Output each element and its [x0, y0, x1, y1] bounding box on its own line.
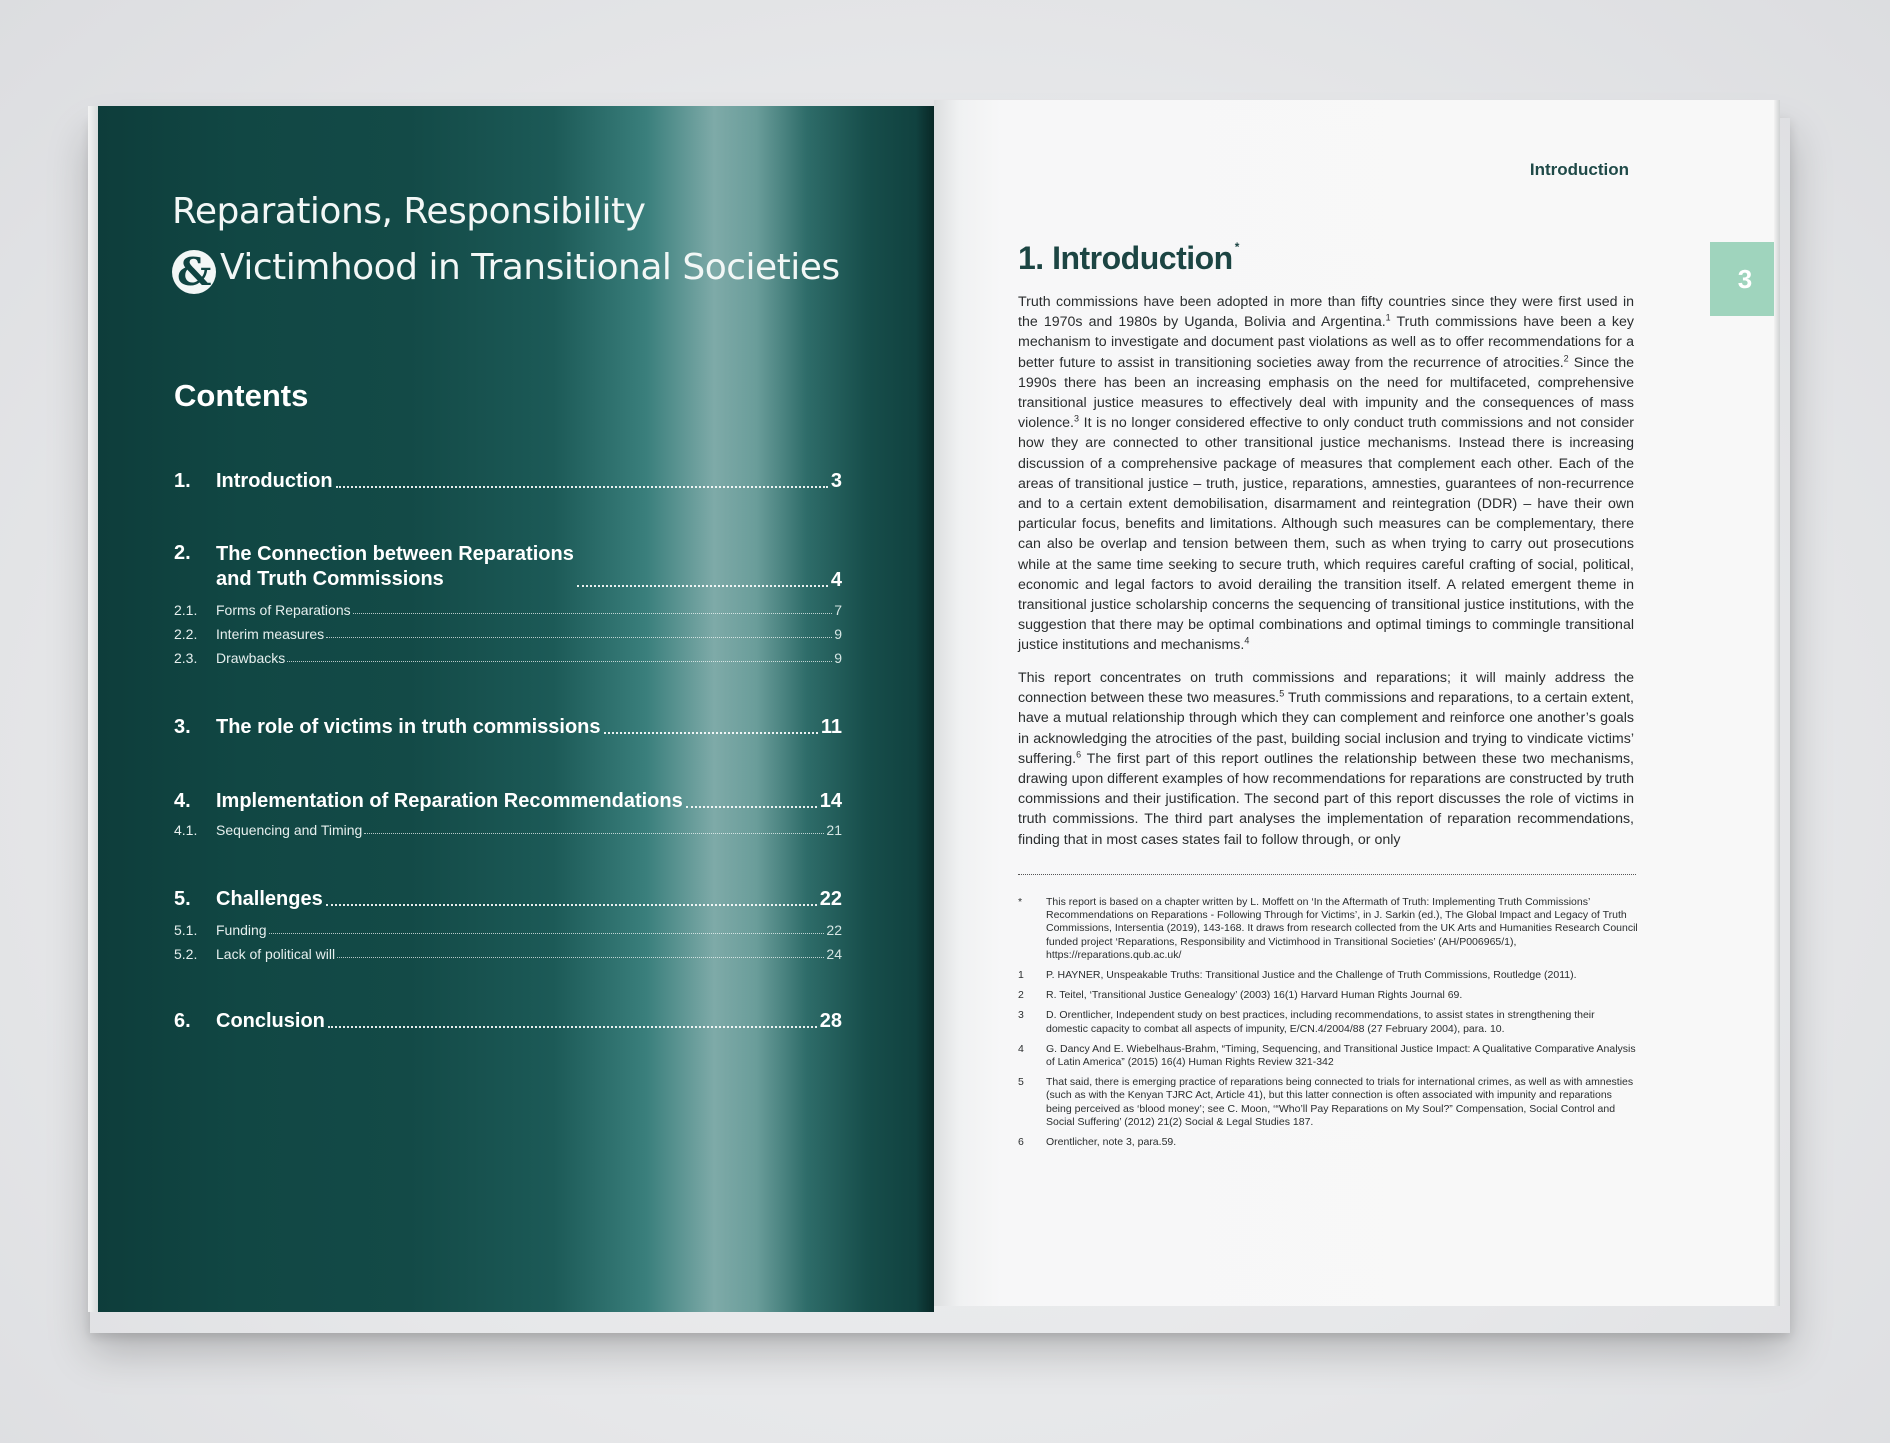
toc-entry-implementation[interactable] [174, 790, 842, 813]
footnote-ref[interactable]: 2 [1563, 352, 1569, 363]
footnote-mark: * [1018, 896, 1023, 908]
toc-entry-connection[interactable] [174, 542, 842, 592]
toc-subentry-funding[interactable] [174, 922, 842, 938]
footnote-ref[interactable]: 4 [1244, 635, 1250, 646]
footnotes [1018, 896, 1638, 1156]
text-run: Since the 1990s there has been an increasing emphasis on the need for multifaceted, comprehensive transitional justice measures to effectively deal with impunity and the consequences of mass violence. [1018, 354, 1634, 432]
footnote-text: D. Orentlicher, Independent study on best practices, including recommendations, to assist states in strengthening their domestic capacity to combat all aspects of impunity, E/CN.4/2004/88 (27 February 2004), para. 10. [1046, 1009, 1595, 1035]
introduction-page [934, 100, 1780, 1306]
footnote-text: P. HAYNER, Unspeakable Truths: Transitional Justice and the Challenge of Truth Commissions, Routledge (2011). [1046, 969, 1577, 982]
text-run: The first part of this report outlines the relationship between these two mechanisms, drawing upon different examples of how recommendations for reparations are constructed by truth commissions and their justification. The second part of this report discusses the role of victims in truth commissions. The third part analyses the implementation of reparation recommendations, finding that in most cases states fail to follow through, or only [1018, 750, 1634, 848]
spine-shadow [916, 106, 934, 1312]
toc-title: Funding [216, 922, 267, 938]
toc-page: 9 [834, 650, 842, 666]
toc-number: 5.2. [174, 946, 198, 962]
toc-leader [337, 957, 824, 958]
footnote-ref[interactable]: 6 [1076, 749, 1082, 760]
toc-entry-challenges[interactable] [174, 888, 842, 911]
toc-title-line-2: and Truth Commissions [216, 568, 444, 590]
section-title [1018, 240, 1239, 277]
toc-leader [326, 637, 832, 638]
toc-title: Implementation of Reparation Recommendations [216, 790, 683, 812]
toc-number: 4.1. [174, 822, 198, 838]
footnote-text: G. Dancy And E. Wiebelhaus-Brahm, “Timing, Sequencing, and Transitional Justice Impact: A Qualitative Comparative Analysis of Latin America” (2015) 16(4) Human Rights Review 321-342 [1046, 1042, 1636, 1069]
toc-leader [328, 1026, 817, 1028]
footnote [1018, 1009, 1638, 1035]
toc-title: Drawbacks [216, 650, 286, 666]
toc-title [216, 542, 574, 592]
footnote [1018, 1136, 1638, 1149]
toc-page: 11 [820, 716, 842, 738]
toc-leader [269, 933, 825, 934]
contents-page [88, 106, 934, 1312]
toc-subentry-interim[interactable] [174, 626, 842, 642]
contents-heading: Contents [174, 378, 309, 413]
footnote [1018, 969, 1638, 982]
toc-leader [686, 806, 817, 808]
toc-page: 9 [834, 626, 842, 642]
toc-leader [353, 613, 833, 614]
page-edge [88, 106, 98, 1312]
toc-page: 22 [826, 922, 842, 938]
footnote [1018, 989, 1638, 1002]
footnote-mark: 4 [1018, 1042, 1024, 1055]
toc-number: 1. [174, 470, 191, 492]
text-run: Truth commissions and reparations, to a certain extent, have a mutual relationship through which they can complement and reinforce one another’s goals in acknowledging the atrocities of the past, building social inclusion and trying to vindicate victims’ suffering. [1018, 690, 1634, 767]
toc-entry-conclusion[interactable] [174, 1010, 842, 1033]
toc-title: Conclusion [216, 1010, 325, 1032]
footnote [1018, 1043, 1638, 1069]
toc-leader [326, 904, 817, 906]
toc-page: 4 [830, 569, 842, 591]
toc-number: 4. [174, 790, 191, 812]
toc-entry-introduction[interactable] [174, 470, 842, 493]
toc-title: Lack of political will [216, 946, 336, 962]
toc-entry-role-of-victims[interactable] [174, 716, 842, 739]
page-edge [1774, 100, 1780, 1306]
footnote-mark: 5 [1018, 1076, 1024, 1089]
footnote-mark: 2 [1018, 989, 1024, 1002]
toc-page: 21 [826, 822, 842, 838]
toc-leader [336, 486, 828, 488]
report-title-line-1: Reparations, Responsibility [172, 191, 646, 232]
toc-title: Forms of Reparations [216, 602, 351, 618]
toc-page: 14 [819, 790, 842, 812]
toc-subentry-drawbacks[interactable] [174, 650, 842, 666]
text-run: It is no longer considered effective to only conduct truth commissions and not consider how they are connected to other transitional justice mechanisms. Instead there is increasing discussion of a comprehensive package of measures that complement each other. Each of the areas of transitional justice – truth, justice, reparations, amnesties, guarantees of non-recurrence and to a certain extent demobilisation, disarmament and reintegration (DDR) – have their own particular focus, benefits and limitations. Although such measures can be complementary, there can also be overlap and tension between them, such as when trying to carry out prosecutions while at the same time seeking to secure truth, which requires careful crafting of social, political, economic and legal factors to avoid derailing the transition itself. A related emergent theme in transitional justice scholarship concerns the sequencing of transitional justice institutions, with the suggestion that there may be optimal combinations and optimal timings to commingle transitional justice institutions and mechanisms. [1018, 415, 1634, 654]
running-head: Introduction [1529, 160, 1629, 179]
toc-number: 2.3. [174, 650, 198, 666]
toc-page: 24 [826, 946, 842, 962]
toc-leader [364, 833, 824, 834]
toc-title: Challenges [216, 888, 323, 910]
text-run: This report concentrates on truth commissions and reparations; it will mainly address the connection between these two measures. [1018, 670, 1634, 707]
toc-title: The role of victims in truth commissions [216, 716, 601, 738]
toc-page: 7 [834, 602, 842, 618]
footnote-mark: 3 [1018, 1009, 1024, 1022]
toc-title: Introduction [216, 470, 333, 492]
footnote-ref[interactable]: 5 [1279, 688, 1285, 699]
footnote-ref[interactable]: 1 [1385, 312, 1391, 323]
footnote-ref[interactable]: 3 [1074, 413, 1080, 424]
footnote-text: That said, there is emerging practice of reparations being connected to trials for international crimes, as well as with amnesties (such as with the Kenyan TJRC Act, Article 41), but this latter connection is often associated with impunity and reparations being perceived as ‘blood money’; see C. Moon, ‘“Who’ll Pay Reparations on My Soul?” Compensation, Social Control and Social Suffering’ (2012) 21(2) Social & Legal Studies 187. [1046, 1076, 1634, 1128]
report-title [172, 184, 840, 296]
footnote-text: R. Teitel, ‘Transitional Justice Genealogy’ (2003) 16(1) Harvard Human Rights Journal 69. [1046, 989, 1463, 1002]
toc-page: 28 [819, 1010, 842, 1032]
toc-title-line-1: The Connection between Reparations [216, 543, 574, 565]
toc-number: 6. [174, 1010, 191, 1032]
toc-subentry-political-will[interactable] [174, 946, 842, 962]
footnote-text: Orentlicher, note 3, para.59. [1046, 1136, 1177, 1149]
toc-title: Interim measures [216, 626, 325, 642]
toc-leader [287, 661, 832, 662]
section-title-footnote-mark: * [1234, 240, 1239, 254]
toc-page: 22 [819, 888, 842, 910]
text-run: Truth commissions have been a key mechanism to investigate and document past violations as well as to offer recommendations for a better future to assist in transitioning societies away from the recurrence of atrocities. [1018, 314, 1635, 371]
ampersand-logo: & [172, 250, 216, 294]
paragraph-1 [1018, 292, 1634, 656]
toc-number: 3. [174, 716, 191, 738]
footnote-divider [1018, 874, 1636, 875]
toc-number: 2.1. [174, 602, 198, 618]
toc-subentry-forms[interactable] [174, 602, 842, 618]
toc-number: 5.1. [174, 922, 198, 938]
report-title-line-2-text: Victimhood in Transitional Societies [220, 247, 840, 288]
toc-leader [577, 585, 828, 587]
footnote [1018, 896, 1638, 962]
paragraph-2 [1018, 668, 1634, 850]
footnote-mark: 6 [1018, 1136, 1024, 1149]
text-run: Truth commissions have been adopted in more than fifty countries since they were first used in the 1970s and 1980s by Uganda, Bolivia and Argentina. [1018, 294, 1634, 331]
footnote-text: This report is based on a chapter written by L. Moffett on ‘In the Aftermath of Truth: Implementing Truth Commissions’ Recommendations on Reparations - Following Through for Victims’, in J. Sarkin (ed.), The Global Impact and Legacy of Truth Commissions, Intersentia (2019), 143-168. It draws from research collected from the UK Arts and Humanities Research Council funded project ‘Reparations, Responsibility and Victimhood in Transitional Societies’ (AH/P006965/1), https://reparations.qub.ac.uk/ [1046, 896, 1638, 961]
toc-title: Sequencing and Timing [216, 822, 363, 838]
toc-leader [604, 732, 818, 734]
toc-number: 2. [174, 542, 191, 564]
report-title-line-2 [172, 240, 840, 296]
section-title-text: 1. Introduction [1018, 240, 1233, 276]
toc-subentry-sequencing[interactable] [174, 822, 842, 838]
toc-number: 5. [174, 888, 191, 910]
page-number-tab: 3 [1710, 242, 1780, 316]
toc-page: 3 [830, 470, 842, 492]
toc-number: 2.2. [174, 626, 198, 642]
footnote [1018, 1076, 1638, 1129]
footnote-mark: 1 [1018, 969, 1024, 982]
